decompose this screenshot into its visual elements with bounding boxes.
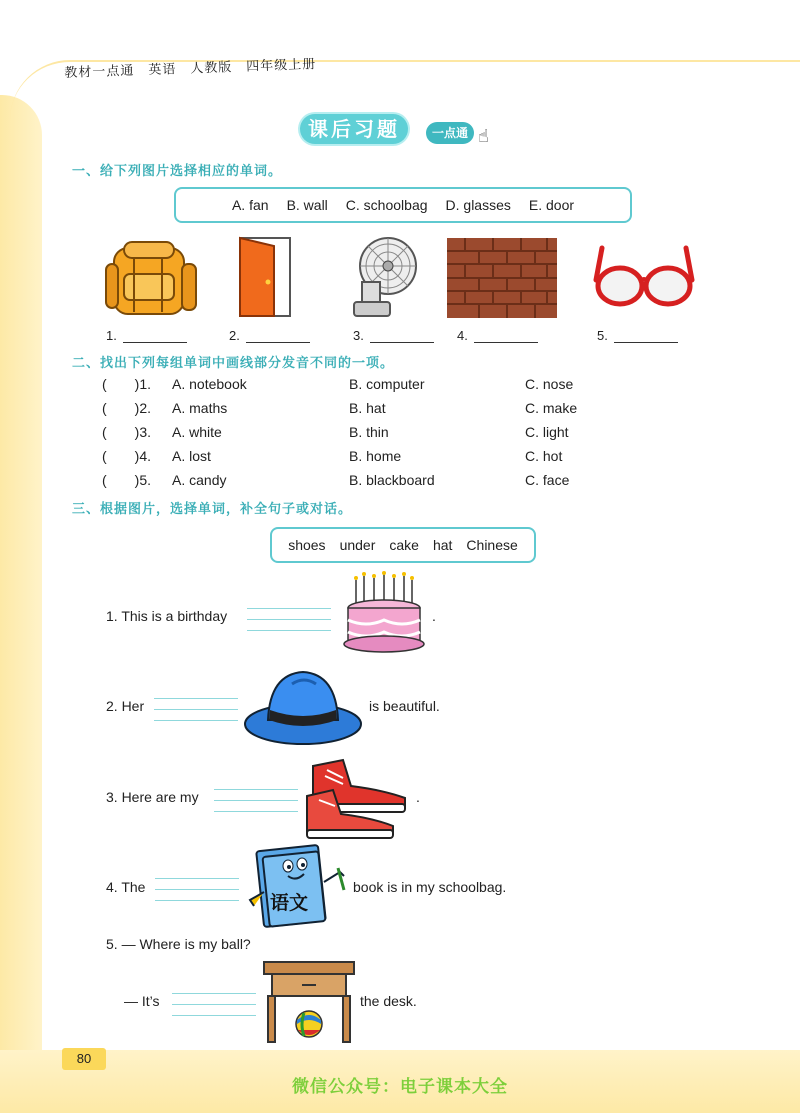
q2-answer-lines (154, 688, 238, 721)
section2-title: 二、找出下列每组单词中画线部分发音不同的一项。 (72, 356, 395, 371)
answer-slot-3: 3. (353, 328, 434, 343)
option-b: B. wall (286, 197, 328, 213)
option-e: E. door (528, 197, 575, 213)
q5-answer-lines (172, 983, 256, 1016)
section2-rows (102, 372, 702, 496)
q1-text-before: 1. This is a birthday (106, 608, 228, 624)
book-illustration (244, 842, 348, 928)
q3-text-after: . (416, 789, 420, 805)
option-d: D. glasses (445, 197, 511, 213)
q4-answer-lines (155, 868, 239, 901)
desk-and-ball-picture (262, 958, 356, 1044)
q3-answer-lines (214, 779, 298, 812)
word-under: under (339, 537, 376, 553)
q4-text-before: 4. The (106, 879, 146, 895)
section-banner (300, 112, 510, 152)
choice-c: C. nose (525, 376, 574, 392)
section3-title: 三、根据图片，选择单词，补全句子或对话。 (72, 502, 353, 517)
q5-text-before: — It’s (124, 993, 160, 1009)
q2-text-before: 2. Her (106, 698, 145, 714)
choice-b: B. thin (349, 424, 389, 440)
section1-word-box (174, 187, 632, 223)
birthday-cake-picture (342, 572, 426, 658)
choice-c: C. make (525, 400, 578, 416)
q3-text-before: 3. Here are my (106, 789, 199, 805)
section1-title: 一、给下列图片选择相应的单词。 (72, 164, 283, 179)
choice-a: A. notebook (172, 376, 247, 392)
q5-question: 5. — Where is my ball? (106, 936, 251, 952)
q4-text-after: book is in my schoolbag. (353, 879, 507, 895)
shoes-picture (303, 756, 413, 840)
answer-slot-2: 2. (229, 328, 310, 343)
book-title-label: 语文 (270, 892, 309, 914)
schoolbag-picture (104, 234, 200, 320)
page-frame-left (0, 95, 42, 1113)
word-shoes: shoes (288, 537, 326, 553)
banner-subtitle: 一点通 (426, 122, 474, 144)
banner-title: 课后习题 (300, 114, 408, 144)
section3-word-box (270, 527, 536, 563)
answer-slot-5: 5. (597, 328, 678, 343)
option-a: A. fan (231, 197, 269, 213)
answer-paren: ( )4. (102, 448, 151, 464)
q1-answer-lines (247, 598, 331, 631)
hat-picture (242, 666, 364, 748)
choice-b: B. hat (349, 400, 386, 416)
choice-a: A. white (172, 424, 222, 440)
q2-text-after: is beautiful. (369, 698, 440, 714)
pointing-hand-icon: ☝ (478, 126, 489, 146)
question-row (102, 468, 702, 492)
question-row (102, 444, 702, 468)
wall-picture (447, 238, 557, 318)
answer-slot-1: 1. (106, 328, 187, 343)
answer-paren: ( )3. (102, 424, 151, 440)
q1-text-after: . (432, 608, 436, 624)
page-number: 80 (62, 1048, 106, 1070)
choice-a: A. candy (172, 472, 227, 488)
door-picture (236, 234, 296, 318)
choice-a: A. maths (172, 400, 228, 416)
choice-c: C. hot (525, 448, 563, 464)
footer-watermark: 微信公众号：电子课本大全 (292, 1077, 508, 1097)
answer-paren: ( )1. (102, 376, 151, 392)
answer-paren: ( )2. (102, 400, 151, 416)
question-row (102, 396, 702, 420)
q5-text-after: the desk. (360, 993, 417, 1009)
running-header: 教材一点通 英语 人教版 四年级上册 (64, 56, 317, 80)
question-row (102, 372, 702, 396)
choice-a: A. lost (172, 448, 211, 464)
option-c: C. schoolbag (345, 197, 428, 213)
choice-c: C. light (525, 424, 569, 440)
word-hat: hat (432, 537, 453, 553)
word-chinese: Chinese (466, 537, 518, 553)
answer-paren: ( )5. (102, 472, 151, 488)
fan-picture (348, 234, 422, 320)
choice-b: B. blackboard (349, 472, 435, 488)
choice-b: B. home (349, 448, 402, 464)
answer-slot-4: 4. (457, 328, 538, 343)
chinese-book-picture (244, 842, 348, 928)
choice-b: B. computer (349, 376, 425, 392)
glasses-picture (592, 240, 696, 312)
question-row (102, 420, 702, 444)
choice-c: C. face (525, 472, 570, 488)
word-cake: cake (389, 537, 419, 553)
